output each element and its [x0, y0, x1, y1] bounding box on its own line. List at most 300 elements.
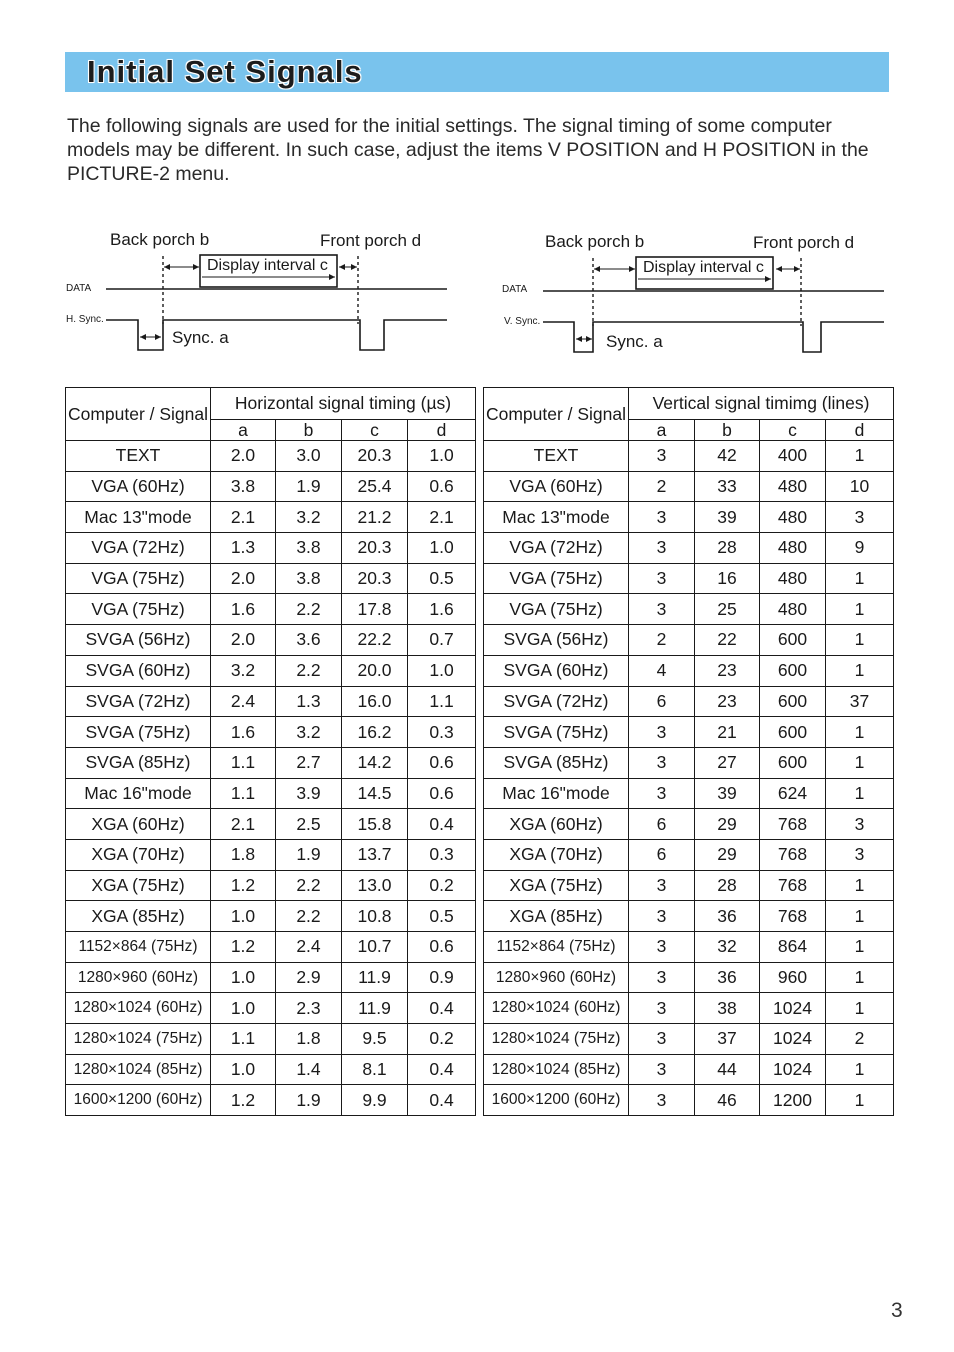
value-c-cell: 10.7 — [342, 932, 408, 963]
value-b-cell: 32 — [695, 932, 760, 963]
sub-header-c: c — [342, 420, 408, 441]
sub-header-d: d — [408, 420, 476, 441]
value-a-cell: 2.0 — [211, 625, 276, 656]
value-b-cell: 28 — [695, 533, 760, 564]
value-c-cell: 14.5 — [342, 778, 408, 809]
signal-name-cell: TEXT — [484, 441, 629, 472]
value-c-cell: 8.1 — [342, 1054, 408, 1085]
sub-header-c: c — [760, 420, 826, 441]
value-d-cell: 0.6 — [408, 932, 476, 963]
table-row — [484, 563, 894, 594]
signal-name-cell: 1280×1024 (85Hz) — [66, 1054, 211, 1085]
value-d-cell: 0.2 — [408, 1024, 476, 1055]
value-d-cell: 3 — [826, 809, 894, 840]
value-a-cell: 2 — [629, 625, 695, 656]
sub-header-a: a — [211, 420, 276, 441]
value-d-cell: 2 — [826, 1024, 894, 1055]
signal-name-cell: 1280×1024 (60Hz) — [66, 993, 211, 1024]
sub-header-b: b — [695, 420, 760, 441]
signal-name-cell: 1152×864 (75Hz) — [66, 932, 211, 963]
signal-name-cell: SVGA (85Hz) — [66, 747, 211, 778]
value-d-cell: 10 — [826, 471, 894, 502]
value-c-cell: 11.9 — [342, 962, 408, 993]
value-c-cell: 600 — [760, 747, 826, 778]
signal-name-cell: XGA (70Hz) — [484, 839, 629, 870]
value-c-cell: 480 — [760, 533, 826, 564]
value-a-cell: 3 — [629, 1024, 695, 1055]
value-a-cell: 3 — [629, 717, 695, 748]
value-a-cell: 3 — [629, 962, 695, 993]
table-row — [484, 932, 894, 963]
value-d-cell: 0.6 — [408, 778, 476, 809]
table-row — [66, 717, 476, 748]
signal-name-cell: Mac 16"mode — [66, 778, 211, 809]
table-row — [66, 993, 476, 1024]
sub-header-b: b — [276, 420, 342, 441]
value-a-cell: 3 — [629, 932, 695, 963]
value-c-cell: 9.9 — [342, 1085, 408, 1116]
value-c-cell: 16.0 — [342, 686, 408, 717]
table-row — [484, 594, 894, 625]
value-c-cell: 9.5 — [342, 1024, 408, 1055]
value-d-cell: 1 — [826, 993, 894, 1024]
signal-name-cell: 1600×1200 (60Hz) — [66, 1085, 211, 1116]
page-title: Initial Set Signals — [87, 54, 363, 89]
value-d-cell: 1 — [826, 717, 894, 748]
value-b-cell: 44 — [695, 1054, 760, 1085]
value-d-cell: 1 — [826, 747, 894, 778]
signal-name-cell: SVGA (85Hz) — [484, 747, 629, 778]
value-b-cell: 38 — [695, 993, 760, 1024]
value-b-cell: 1.9 — [276, 839, 342, 870]
value-c-cell: 10.8 — [342, 901, 408, 932]
signal-name-cell: SVGA (56Hz) — [484, 625, 629, 656]
table-row — [66, 594, 476, 625]
signal-name-cell: VGA (75Hz) — [484, 563, 629, 594]
value-d-cell: 1 — [826, 901, 894, 932]
signal-name-cell: XGA (60Hz) — [66, 809, 211, 840]
value-a-cell: 1.2 — [211, 870, 276, 901]
value-c-cell: 480 — [760, 502, 826, 533]
table-row — [484, 533, 894, 564]
value-b-cell: 1.9 — [276, 471, 342, 502]
value-a-cell: 6 — [629, 809, 695, 840]
value-d-cell: 3 — [826, 502, 894, 533]
value-d-cell: 1 — [826, 594, 894, 625]
value-a-cell: 2.1 — [211, 809, 276, 840]
value-b-cell: 36 — [695, 962, 760, 993]
front-porch-label: Front porch d — [320, 231, 422, 250]
value-a-cell: 1.0 — [211, 993, 276, 1024]
value-c-cell: 624 — [760, 778, 826, 809]
table-row — [66, 1085, 476, 1116]
table-row — [484, 717, 894, 748]
value-c-cell: 600 — [760, 686, 826, 717]
value-d-cell: 0.4 — [408, 993, 476, 1024]
value-b-cell: 3.2 — [276, 502, 342, 533]
signal-name-cell: SVGA (56Hz) — [66, 625, 211, 656]
signal-name-cell: SVGA (72Hz) — [484, 686, 629, 717]
signal-name-cell: 1280×1024 (75Hz) — [484, 1024, 629, 1055]
table-row — [484, 747, 894, 778]
signal-name-cell: VGA (72Hz) — [484, 533, 629, 564]
value-a-cell: 3 — [629, 993, 695, 1024]
value-c-cell: 13.0 — [342, 870, 408, 901]
value-b-cell: 2.2 — [276, 870, 342, 901]
value-c-cell: 480 — [760, 471, 826, 502]
value-d-cell: 1 — [826, 778, 894, 809]
signal-name-cell: 1280×960 (60Hz) — [66, 962, 211, 993]
value-a-cell: 3 — [629, 563, 695, 594]
value-c-cell: 400 — [760, 441, 826, 472]
value-a-cell: 3 — [629, 533, 695, 564]
value-a-cell: 1.6 — [211, 717, 276, 748]
value-c-cell: 1024 — [760, 1024, 826, 1055]
signal-name-cell: VGA (75Hz) — [484, 594, 629, 625]
intro-paragraph — [67, 114, 887, 186]
value-c-cell: 1024 — [760, 993, 826, 1024]
value-a-cell: 3.8 — [211, 471, 276, 502]
table-row — [484, 962, 894, 993]
table-row — [66, 563, 476, 594]
table-row — [484, 686, 894, 717]
value-b-cell: 29 — [695, 809, 760, 840]
table-row — [484, 1024, 894, 1055]
value-b-cell: 3.8 — [276, 563, 342, 594]
value-c-cell: 768 — [760, 901, 826, 932]
value-a-cell: 6 — [629, 839, 695, 870]
value-d-cell: 1 — [826, 1054, 894, 1085]
value-a-cell: 3 — [629, 901, 695, 932]
value-c-cell: 20.0 — [342, 655, 408, 686]
value-b-cell: 2.2 — [276, 594, 342, 625]
table-row — [484, 809, 894, 840]
value-b-cell: 37 — [695, 1024, 760, 1055]
value-c-cell: 480 — [760, 594, 826, 625]
value-a-cell: 3 — [629, 502, 695, 533]
table-row — [66, 655, 476, 686]
value-d-cell: 0.4 — [408, 1085, 476, 1116]
value-b-cell: 27 — [695, 747, 760, 778]
value-a-cell: 2.4 — [211, 686, 276, 717]
vertical-timing-table — [483, 387, 894, 1116]
header-row — [66, 388, 476, 420]
value-d-cell: 1 — [826, 932, 894, 963]
value-b-cell: 16 — [695, 563, 760, 594]
table-row — [484, 901, 894, 932]
value-d-cell: 1 — [826, 962, 894, 993]
value-a-cell: 2.1 — [211, 502, 276, 533]
value-c-cell: 768 — [760, 839, 826, 870]
value-c-cell: 17.8 — [342, 594, 408, 625]
signal-name-cell: SVGA (60Hz) — [484, 655, 629, 686]
signal-name-cell: XGA (85Hz) — [66, 901, 211, 932]
value-d-cell: 0.7 — [408, 625, 476, 656]
value-b-cell: 3.6 — [276, 625, 342, 656]
intro-text: The following signals are used for the initial settings. The signal timing of some computer models may be different. In such case, adjust the items V POSITION and H POSITION in the PICTURE-2 menu. — [67, 115, 869, 185]
signal-name-cell: Mac 13"mode — [66, 502, 211, 533]
value-c-cell: 15.8 — [342, 809, 408, 840]
table-body — [66, 441, 476, 1116]
section-title-bar — [65, 52, 889, 92]
value-c-cell: 600 — [760, 655, 826, 686]
value-a-cell: 1.0 — [211, 1054, 276, 1085]
signal-name-cell: SVGA (60Hz) — [66, 655, 211, 686]
timing-header: Horizontal signal timing (µs) — [211, 388, 476, 420]
value-a-cell: 3 — [629, 778, 695, 809]
value-a-cell: 1.6 — [211, 594, 276, 625]
value-b-cell: 1.3 — [276, 686, 342, 717]
data-line-label: DATA — [66, 283, 92, 294]
value-d-cell: 1 — [826, 1085, 894, 1116]
table-row — [484, 1054, 894, 1085]
value-d-cell: 1 — [826, 625, 894, 656]
signal-name-cell: XGA (75Hz) — [484, 870, 629, 901]
data-line-label: DATA — [502, 284, 528, 295]
value-a-cell: 3 — [629, 441, 695, 472]
signal-name-cell: XGA (85Hz) — [484, 901, 629, 932]
value-c-cell: 13.7 — [342, 839, 408, 870]
value-d-cell: 1 — [826, 655, 894, 686]
value-d-cell: 1.0 — [408, 441, 476, 472]
value-a-cell: 1.1 — [211, 1024, 276, 1055]
signal-name-cell: Mac 16"mode — [484, 778, 629, 809]
value-a-cell: 1.1 — [211, 778, 276, 809]
table-row — [66, 471, 476, 502]
value-a-cell: 2.0 — [211, 563, 276, 594]
value-d-cell: 37 — [826, 686, 894, 717]
value-a-cell: 1.8 — [211, 839, 276, 870]
value-a-cell: 1.2 — [211, 932, 276, 963]
value-c-cell: 768 — [760, 870, 826, 901]
display-interval-label: Display interval c — [207, 257, 328, 274]
value-c-cell: 1024 — [760, 1054, 826, 1085]
value-b-cell: 25 — [695, 594, 760, 625]
value-a-cell: 2 — [629, 471, 695, 502]
value-b-cell: 1.4 — [276, 1054, 342, 1085]
table-row — [66, 839, 476, 870]
value-a-cell: 1.3 — [211, 533, 276, 564]
signal-name-cell: 1600×1200 (60Hz) — [484, 1085, 629, 1116]
h-sync-diagram — [60, 226, 460, 366]
signal-name-cell: SVGA (75Hz) — [66, 717, 211, 748]
table-row — [484, 993, 894, 1024]
value-a-cell: 4 — [629, 655, 695, 686]
value-a-cell: 1.0 — [211, 962, 276, 993]
timing-header: Vertical signal timimg (lines) — [629, 388, 894, 420]
value-b-cell: 1.8 — [276, 1024, 342, 1055]
table-row — [66, 502, 476, 533]
sub-header-a: a — [629, 420, 695, 441]
value-d-cell: 1 — [826, 441, 894, 472]
value-c-cell: 21.2 — [342, 502, 408, 533]
computer-signal-header — [484, 388, 629, 441]
value-b-cell: 2.5 — [276, 809, 342, 840]
signal-name-cell: SVGA (72Hz) — [66, 686, 211, 717]
value-d-cell: 1.0 — [408, 655, 476, 686]
value-a-cell: 3 — [629, 747, 695, 778]
signal-name-cell: 1152×864 (75Hz) — [484, 932, 629, 963]
table-row — [484, 625, 894, 656]
value-d-cell: 9 — [826, 533, 894, 564]
table-row — [66, 870, 476, 901]
value-b-cell: 3.0 — [276, 441, 342, 472]
signal-name-cell: VGA (75Hz) — [66, 563, 211, 594]
computer-signal-header-text: Computer / Signal — [67, 404, 209, 424]
signal-name-cell: XGA (60Hz) — [484, 809, 629, 840]
value-d-cell: 0.9 — [408, 962, 476, 993]
value-a-cell: 1.2 — [211, 1085, 276, 1116]
value-b-cell: 36 — [695, 901, 760, 932]
value-a-cell: 3 — [629, 870, 695, 901]
display-interval-label: Display interval c — [643, 259, 764, 276]
value-b-cell: 29 — [695, 839, 760, 870]
table-row — [66, 441, 476, 472]
signal-name-cell: TEXT — [66, 441, 211, 472]
v-sync-diagram — [497, 228, 897, 368]
value-d-cell: 0.3 — [408, 839, 476, 870]
value-b-cell: 23 — [695, 686, 760, 717]
signal-name-cell: XGA (70Hz) — [66, 839, 211, 870]
value-b-cell: 3.8 — [276, 533, 342, 564]
value-c-cell: 11.9 — [342, 993, 408, 1024]
header-row — [484, 388, 894, 420]
value-a-cell: 1.0 — [211, 901, 276, 932]
signal-name-cell: 1280×960 (60Hz) — [484, 962, 629, 993]
front-porch-label: Front porch d — [753, 233, 855, 252]
table-row — [484, 441, 894, 472]
table-row — [66, 533, 476, 564]
value-b-cell: 2.4 — [276, 932, 342, 963]
value-d-cell: 0.5 — [408, 563, 476, 594]
value-a-cell: 3 — [629, 594, 695, 625]
value-c-cell: 1200 — [760, 1085, 826, 1116]
table-row — [484, 778, 894, 809]
table-row — [66, 809, 476, 840]
signal-name-cell: 1280×1024 (75Hz) — [66, 1024, 211, 1055]
value-d-cell: 1.0 — [408, 533, 476, 564]
sync-a-label: Sync. a — [172, 328, 229, 347]
back-porch-label: Back porch b — [110, 230, 210, 249]
table-row — [66, 1054, 476, 1085]
value-d-cell: 1 — [826, 563, 894, 594]
value-d-cell: 3 — [826, 839, 894, 870]
signal-name-cell: 1280×1024 (60Hz) — [484, 993, 629, 1024]
value-b-cell: 3.9 — [276, 778, 342, 809]
table-row — [66, 1024, 476, 1055]
value-b-cell: 21 — [695, 717, 760, 748]
signal-name-cell: VGA (60Hz) — [66, 471, 211, 502]
value-d-cell: 0.4 — [408, 809, 476, 840]
table-row — [484, 471, 894, 502]
table-row — [484, 655, 894, 686]
value-b-cell: 2.7 — [276, 747, 342, 778]
value-b-cell: 2.3 — [276, 993, 342, 1024]
page-number: 3 — [891, 1299, 903, 1322]
table-row — [66, 778, 476, 809]
value-a-cell: 1.1 — [211, 747, 276, 778]
signal-name-cell: VGA (72Hz) — [66, 533, 211, 564]
value-d-cell: 0.5 — [408, 901, 476, 932]
value-c-cell: 25.4 — [342, 471, 408, 502]
signal-name-cell: Mac 13"mode — [484, 502, 629, 533]
value-b-cell: 23 — [695, 655, 760, 686]
value-b-cell: 33 — [695, 471, 760, 502]
value-a-cell: 3 — [629, 1054, 695, 1085]
value-b-cell: 2.2 — [276, 901, 342, 932]
signal-name-cell: VGA (75Hz) — [66, 594, 211, 625]
computer-signal-header — [66, 388, 211, 441]
value-b-cell: 2.2 — [276, 655, 342, 686]
sub-header-d: d — [826, 420, 894, 441]
horizontal-timing-table — [65, 387, 476, 1116]
signal-name-cell: VGA (60Hz) — [484, 471, 629, 502]
value-b-cell: 39 — [695, 502, 760, 533]
value-c-cell: 960 — [760, 962, 826, 993]
value-b-cell: 22 — [695, 625, 760, 656]
table-row — [484, 870, 894, 901]
value-d-cell: 0.3 — [408, 717, 476, 748]
value-c-cell: 20.3 — [342, 563, 408, 594]
value-d-cell: 0.2 — [408, 870, 476, 901]
table-row — [484, 839, 894, 870]
value-c-cell: 600 — [760, 717, 826, 748]
value-c-cell: 14.2 — [342, 747, 408, 778]
value-b-cell: 3.2 — [276, 717, 342, 748]
signal-name-cell: XGA (75Hz) — [66, 870, 211, 901]
value-d-cell: 0.4 — [408, 1054, 476, 1085]
signal-name-cell: 1280×1024 (85Hz) — [484, 1054, 629, 1085]
value-a-cell: 2.0 — [211, 441, 276, 472]
table-row — [66, 686, 476, 717]
value-a-cell: 3.2 — [211, 655, 276, 686]
value-d-cell: 2.1 — [408, 502, 476, 533]
sync-line-label: V. Sync. — [504, 316, 541, 327]
value-b-cell: 42 — [695, 441, 760, 472]
table-row — [66, 962, 476, 993]
computer-signal-header-text: Computer / Signal — [485, 404, 627, 424]
signal-name-cell: SVGA (75Hz) — [484, 717, 629, 748]
value-c-cell: 864 — [760, 932, 826, 963]
table-row — [484, 1085, 894, 1116]
value-b-cell: 39 — [695, 778, 760, 809]
value-c-cell: 600 — [760, 625, 826, 656]
table-body — [484, 441, 894, 1116]
value-d-cell: 1.6 — [408, 594, 476, 625]
table-row — [66, 932, 476, 963]
table-row — [66, 625, 476, 656]
value-b-cell: 46 — [695, 1085, 760, 1116]
value-a-cell: 6 — [629, 686, 695, 717]
value-b-cell: 1.9 — [276, 1085, 342, 1116]
value-b-cell: 2.9 — [276, 962, 342, 993]
value-d-cell: 0.6 — [408, 471, 476, 502]
value-d-cell: 1.1 — [408, 686, 476, 717]
value-c-cell: 16.2 — [342, 717, 408, 748]
value-d-cell: 0.6 — [408, 747, 476, 778]
value-c-cell: 768 — [760, 809, 826, 840]
sync-line-label: H. Sync. — [66, 314, 104, 325]
value-c-cell: 480 — [760, 563, 826, 594]
value-c-cell: 20.3 — [342, 533, 408, 564]
sync-a-label: Sync. a — [606, 332, 663, 351]
value-d-cell: 1 — [826, 870, 894, 901]
back-porch-label: Back porch b — [545, 232, 645, 251]
value-b-cell: 28 — [695, 870, 760, 901]
value-c-cell: 22.2 — [342, 625, 408, 656]
value-c-cell: 20.3 — [342, 441, 408, 472]
table-row — [66, 747, 476, 778]
